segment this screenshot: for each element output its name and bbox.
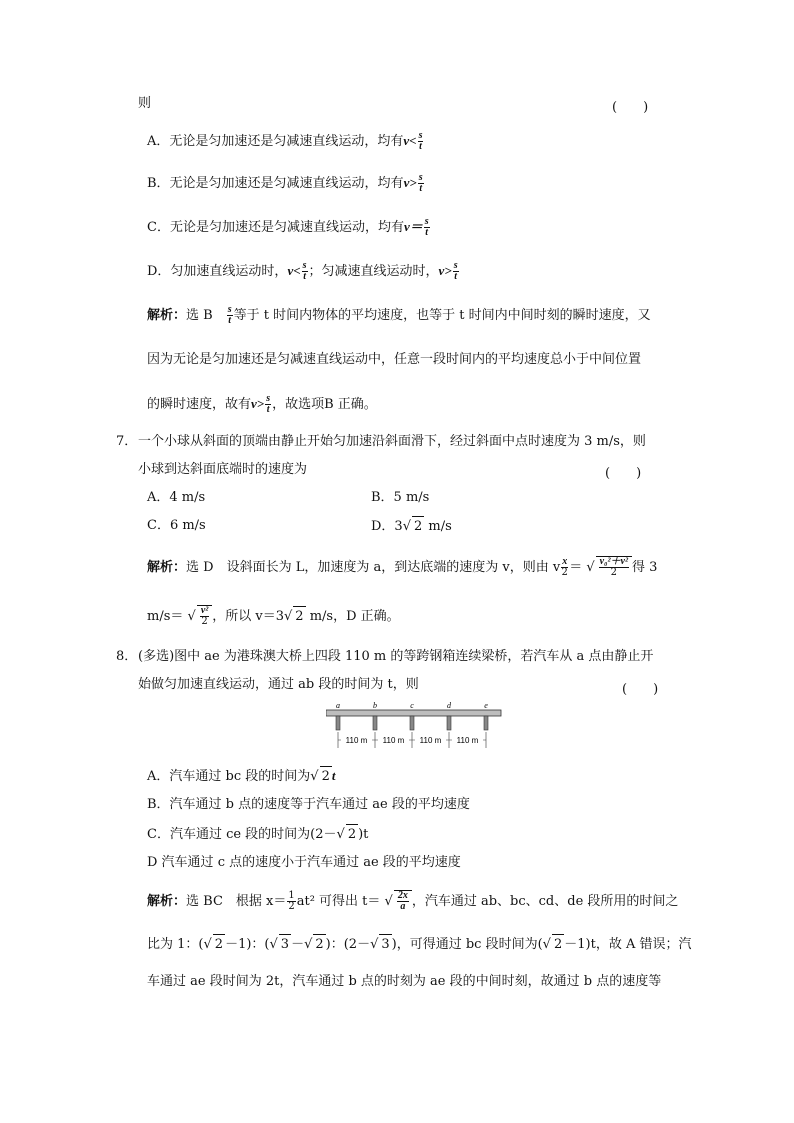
q7-solution-line-1: 解析：选 D 设斜面长为 L，加速度为 a，到达底端的速度为 v，则由 v $\frac{x}{2}$ ＝ √ $\frac{\text{v₀²＋v²}}{2}$ 得 3 — [147, 556, 658, 578]
q6-option-d: D．匀加速直线运动时，v< $\frac{s}{t}$ ；匀减速直线运动时，v> $\frac{s}{t}$ — [147, 260, 458, 282]
fraction: $\frac{s}{t}$ — [424, 216, 429, 238]
q8-solution-line-3: 车通过 ae 段时间为 2t，汽车通过 b 点的时刻为 ae 段的中间时刻，故通过 b 点的速度等 — [147, 974, 662, 989]
q7-option-c: C．6 m/s — [147, 518, 206, 533]
q8-option-d: D 汽车通过 c 点的速度小于汽车通过 ae 段的平均速度 — [147, 855, 461, 870]
bridge-point-label: e — [484, 702, 488, 710]
span-length-label: 110 m — [419, 736, 442, 745]
q8-option-a: A．汽车通过 bc 段的时间为√ 2 t — [147, 766, 335, 787]
bridge-pier — [336, 716, 340, 730]
fraction: $\frac{2x}{a}$ — [397, 890, 408, 912]
bridge-diagram — [326, 702, 506, 760]
bridge-point-label: a — [336, 702, 340, 710]
span-length-label: 110 m — [345, 736, 368, 745]
bridge-point-label: d — [447, 702, 451, 710]
span-length-label: 110 m — [382, 736, 405, 745]
q6-solution-line-1: 解析：选 B $\frac{s}{t}$ 等于 t 时间内物体的平均速度，也等于 t 时间内中间时刻的瞬时速度，又 — [147, 304, 651, 326]
fraction: $\frac{s}{t}$ — [302, 260, 307, 282]
bridge-pier — [447, 716, 451, 730]
bridge-point-label: c — [410, 702, 414, 710]
fraction: $\frac{s}{t}$ — [418, 172, 423, 194]
q6-option-b: B．无论是匀加速还是匀减速直线运动，均有v> $\frac{s}{t}$ — [147, 172, 423, 194]
q6-answer-paren: ( ) — [612, 100, 649, 115]
fraction: $\frac{s}{t}$ — [266, 393, 271, 415]
q8-solution-line-2: 比为 1：(√ 2 －1)：(√ 3 －√ 2 )：(2－√ 3 )，可得通过 bc 段时间为(√ 2 －1)t，故 A 错误；汽 — [147, 934, 691, 955]
bridge-pier — [410, 716, 414, 730]
bridge-pier — [373, 716, 377, 730]
q6-stem-end: 则 — [138, 96, 152, 111]
q8-option-c: C．汽车通过 ce 段的时间为(2－√ 2 )t — [147, 824, 368, 845]
q6-option-c: C．无论是匀加速还是匀减速直线运动，均有v＝ $\frac{s}{t}$ — [147, 216, 429, 238]
fraction: $\frac{\text{v²}}{2}$ — [200, 605, 209, 627]
q7-option-d: D．3√ 2 m/s — [371, 516, 452, 537]
q8-answer-paren: ( ) — [622, 682, 659, 697]
q7-stem-line-2: 小球到达斜面底端时的速度为 — [138, 462, 308, 477]
span-length-label: 110 m — [456, 736, 479, 745]
q7-stem-line-1: 一个小球从斜面的顶端由静止开始匀加速沿斜面滑下，经过斜面中点时速度为 3 m/s，则 — [138, 434, 646, 449]
q7-solution-line-2: m/s＝ √ $\frac{\text{v²}}{2}$ ，所以 v＝3√ 2 m/s，D 正确。 — [147, 605, 400, 627]
q8-stem-line-2: 始做匀加速直线运动，通过 ab 段的时间为 t，则 — [138, 677, 419, 692]
q6-solution-line-3: 的瞬时速度，故有v> $\frac{s}{t}$ ，故选项B 正确。 — [147, 393, 377, 415]
bridge-pier — [484, 716, 488, 730]
q7-option-a: A．4 m/s — [147, 490, 206, 505]
fraction: $\frac{x}{2}$ — [561, 556, 568, 578]
q8-stem-line-1: (多选)图中 ae 为港珠澳大桥上四段 110 m 的等跨钢箱连续梁桥，若汽车从 a 点由静止开 — [138, 649, 654, 664]
bridge-point-label: b — [373, 702, 377, 710]
fraction: $\frac{s}{t}$ — [418, 130, 423, 152]
q6-solution-line-2: 因为无论是匀加速还是匀减速直线运动中，任意一段时间内的平均速度总小于中间位置 — [147, 352, 642, 367]
fraction: $\frac{\text{v₀²＋v²}}{2}$ — [599, 556, 628, 578]
bridge-deck — [326, 710, 501, 716]
q8-number: 8． — [116, 649, 138, 664]
fraction: $\frac{1}{2}$ — [288, 890, 295, 912]
q7-number: 7． — [116, 434, 138, 449]
q6-option-a: A．无论是匀加速还是匀减速直线运动，均有v< $\frac{s}{t}$ — [147, 130, 423, 152]
q8-option-b: B．汽车通过 b 点的速度等于汽车通过 ae 段的平均速度 — [147, 797, 470, 812]
q7-option-b: B．5 m/s — [371, 490, 430, 505]
fraction: $\frac{s}{t}$ — [227, 304, 232, 326]
q7-answer-paren: ( ) — [605, 466, 642, 481]
q8-solution-line-1: 解析：选 BC 根据 x＝ $\frac{1}{2}$ at² 可得出 t＝ √ $\frac{2x}{a}$ ，汽车通过 ab、bc、cd、de 段所用的时间之 — [147, 890, 679, 912]
fraction: $\frac{s}{t}$ — [453, 260, 458, 282]
